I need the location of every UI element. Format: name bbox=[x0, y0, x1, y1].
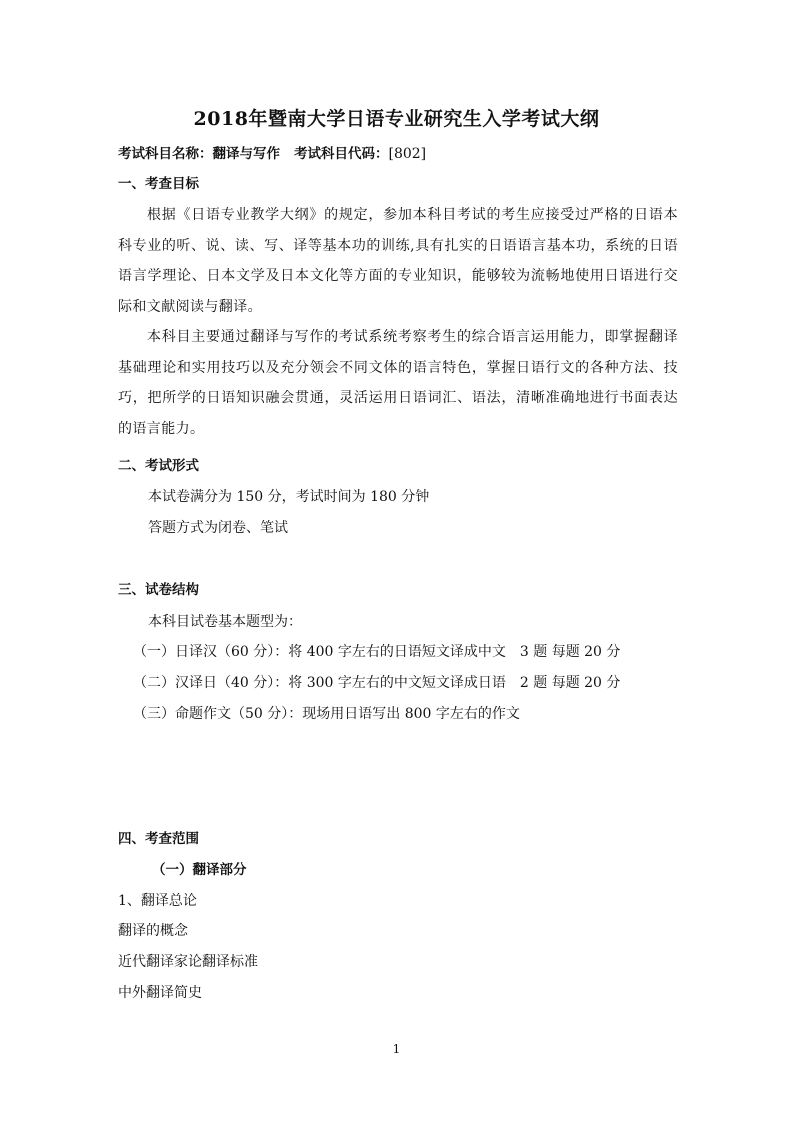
objectives-paragraph-1: 根据《日语专业教学大纲》的规定，参加本科目考试的考生应接受过严格的日语本科专业的听、说、读、写、译等基本功的训练,具有扎实的日语语言基本功，系统的日语语言学理论、日本文学及日本文化等方面的专业知识，能够较为流畅地使用日语进行交际和文献阅读与翻译。 bbox=[118, 207, 678, 315]
page-number: 1 bbox=[392, 1042, 401, 1056]
scope-subheading-translation: （一）翻译部分 bbox=[152, 862, 247, 878]
scope-line-1: 1、翻译总论 bbox=[118, 893, 197, 909]
document-title: 2018年暨南大学日语专业研究生入学考试大纲 bbox=[193, 108, 600, 130]
scope-line-2: 翻译的概念 bbox=[118, 923, 188, 939]
subject-code-value: [802] bbox=[388, 146, 427, 162]
section-heading-scope: 四、考查范围 bbox=[118, 831, 199, 847]
subject-code-label: 考试科目代码： bbox=[294, 146, 389, 162]
structure-item-1: （一）日译汉（60 分）：将 400 字左右的日语短文译成中文 3 题 每题 20 分 bbox=[133, 644, 621, 660]
section-heading-format: 二、考试形式 bbox=[118, 458, 199, 474]
structure-item-3: （三）命题作文（50 分）：现场用日语写出 800 字左右的作文 bbox=[133, 706, 520, 722]
subject-name-value: 翻译与写作 bbox=[212, 146, 280, 162]
structure-intro: 本科目试卷基本题型为： bbox=[148, 614, 302, 630]
format-line-1: 本试卷满分为 150 分，考试时间为 180 分钟 bbox=[148, 489, 430, 505]
section-heading-objectives: 一、考查目标 bbox=[118, 176, 199, 192]
objectives-paragraph-2: 本科目主要通过翻译与写作的考试系统考察考生的综合语言运用能力，即掌握翻译基础理论和实用技巧以及充分领会不同文体的语言特色，掌握日语行文的各种方法、技巧，把所学的日语知识融会贯通，灵活运用日语词汇、语法，清晰准确地进行书面表达的语言能力。 bbox=[118, 329, 678, 437]
subject-line bbox=[118, 145, 426, 163]
structure-item-2: （二）汉译日（40 分）：将 300 字左右的中文短文译成日语 2 题 每题 20 分 bbox=[133, 675, 621, 691]
format-line-2: 答题方式为闭卷、笔试 bbox=[148, 520, 288, 536]
scope-line-4: 中外翻译简史 bbox=[118, 985, 202, 1001]
subject-name-label: 考试科目名称： bbox=[118, 146, 213, 162]
section-heading-structure: 三、试卷结构 bbox=[118, 582, 199, 598]
scope-line-3: 近代翻译家论翻译标准 bbox=[118, 954, 258, 970]
